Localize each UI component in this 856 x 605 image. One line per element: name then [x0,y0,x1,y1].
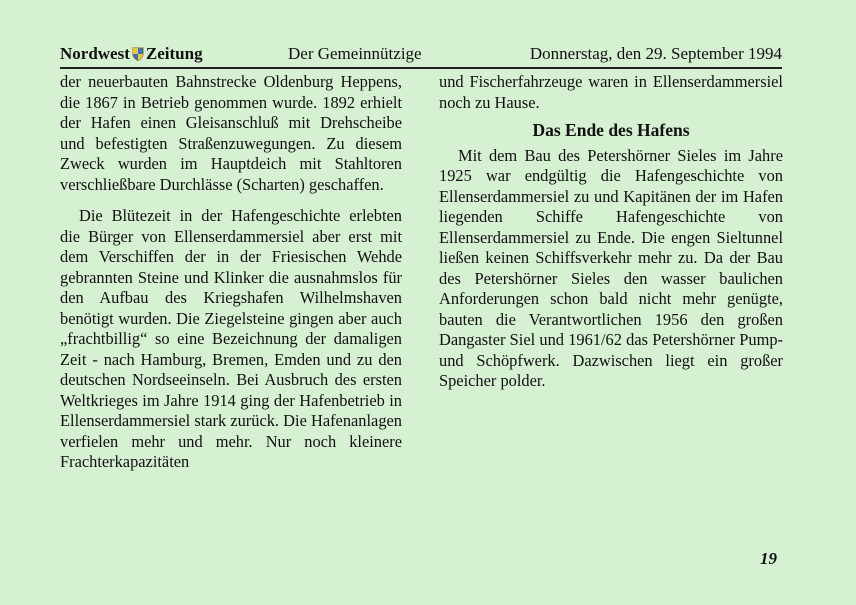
right-column [439,72,783,392]
left-column [60,72,402,473]
newspaper-name [60,44,203,64]
paragraph: der neuerbauten Bahnstrecke Oldenburg Heppens, die 1867 in Betrieb genommen wurde. 1892 erhielt der Hafen einen Gleisanschluß mit Drehscheibe und befestigten Straßenzuwegungen. Zu diesem Zweck wurden im Hauptdeich mit Stahltoren verschließbare Durchlässe (Scharten) geschaffen. [60,72,402,194]
page-header [60,41,782,69]
newspaper-name-right: Zeitung [145,44,203,63]
coat-of-arms-icon [132,47,144,61]
newspaper-name-left: Nordwest [60,44,130,63]
page-number: 19 [760,549,777,568]
issue-date: Donnerstag, den 29. September 1994 [529,44,782,63]
paragraph: und Fischerfahrzeuge waren in Ellenserdammersiel noch zu Hause. [439,72,783,112]
paragraph: Mit dem Bau des Petershörner Sieles im Jahre 1925 war endgültig die Hafengeschichte von Ellenserdammersiel zu und Kapitänen der im Hafen liegenden Schiffe Hafengeschichte von Ellenserdammersiel zu Ende. Die engen Sieltunnel ließen keinen Schiffsverkehr mehr zu. Da der Bau des Petershörner Sieles den wasser baulichen Anforderungen schon bald nicht mehr genügte, bauten die Verantwortlichen 1956 den großen Dangaster Siel und 1961/62 das Petershörner Pump- und Schöpfwerk. Dazwischen liegt ein großer Speicher polder. [439,145,783,390]
paragraph: Die Blütezeit in der Hafengeschichte erlebten die Bürger von Ellenserdammersiel aber erst mit dem Verschiffen der in der Friesischen Wehde gebrannten Steine und Klinker die ausnahmslos für den Aufbau des Kriegshafen Wilhelmshaven benötigt wurden. Die Ziegelsteine gingen aber auch „frachtbillig“ so eine Bezeichnung der damaligen Zeit - nach Hamburg, Bremen, Emden und zu den deutschen Nordseeinseln. Bei Ausbruch des ersten Weltkrieges im Jahre 1914 ging der Hafenbetrieb in Ellenserdammersiel stark zurück. Die Hafenanlagen verfielen mehr und mehr. Nur noch kleinere Frachterkapazitäten [60,206,402,471]
section-title: Der Gemeinnützige [288,44,422,63]
section-heading: Das Ende des Hafens [532,120,690,140]
